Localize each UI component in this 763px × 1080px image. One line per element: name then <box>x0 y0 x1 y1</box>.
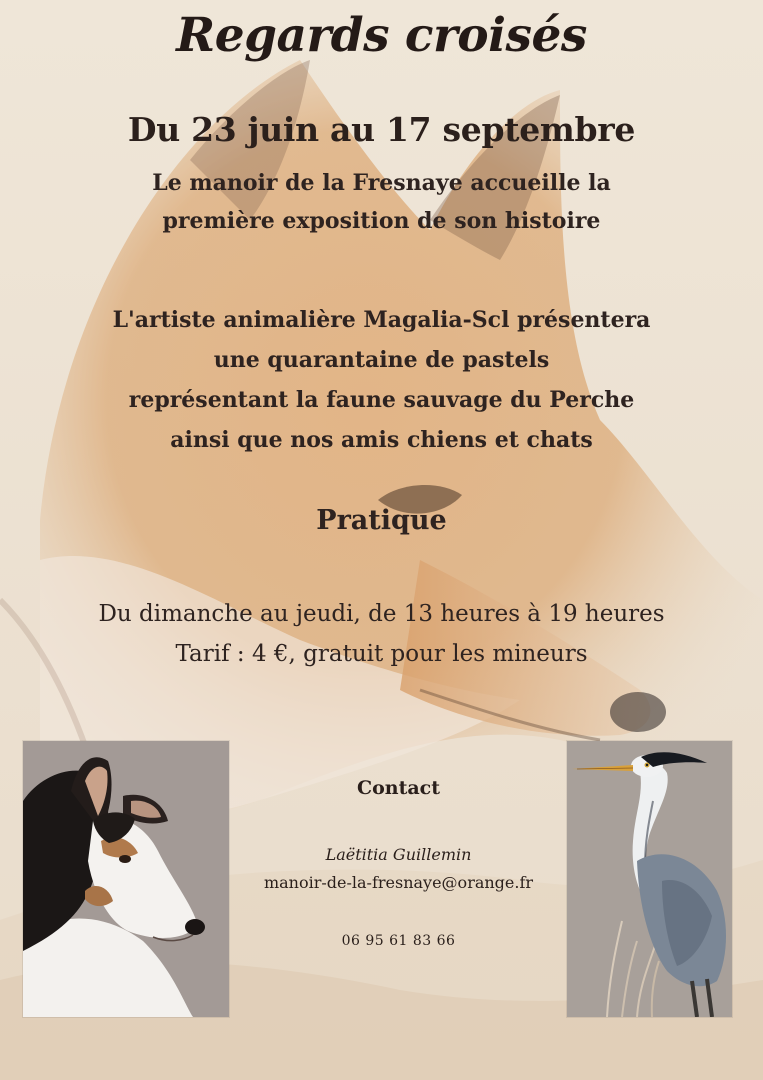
contact-phone: 06 95 61 83 66 <box>341 933 456 949</box>
artist-line: ainsi que nos amis chiens et chats <box>170 427 593 453</box>
contact-name: Laëtitia Guillemin <box>325 845 472 864</box>
artist-line: représentant la faune sauvage du Perche <box>128 387 635 413</box>
intro-line: Le manoir de la Fresnaye accueille la <box>152 170 611 196</box>
intro-line: première exposition de son histoire <box>162 208 601 234</box>
artist-line: une quarantaine de pastels <box>213 347 550 373</box>
practical-info <box>0 594 763 674</box>
artist-line: L'artiste animalière Magalia-Scl présentera <box>112 307 651 333</box>
intro-text <box>0 164 763 240</box>
pratique-heading: Pratique <box>316 505 447 536</box>
contact-heading: Contact <box>356 777 441 799</box>
opening-hours: Du dimanche au jeudi, de 13 heures à 19 heures <box>98 601 665 627</box>
pricing: Tarif : 4 €, gratuit pour les mineurs <box>175 641 588 667</box>
dog-portrait-image <box>23 741 229 1017</box>
contact-email: manoir-de-la-fresnaye@orange.fr <box>263 873 534 892</box>
event-dates: Du 23 juin au 17 septembre <box>127 110 636 149</box>
artist-description <box>0 300 763 460</box>
heron-portrait-image <box>567 741 732 1017</box>
poster-title: Regards croisés <box>176 8 587 63</box>
